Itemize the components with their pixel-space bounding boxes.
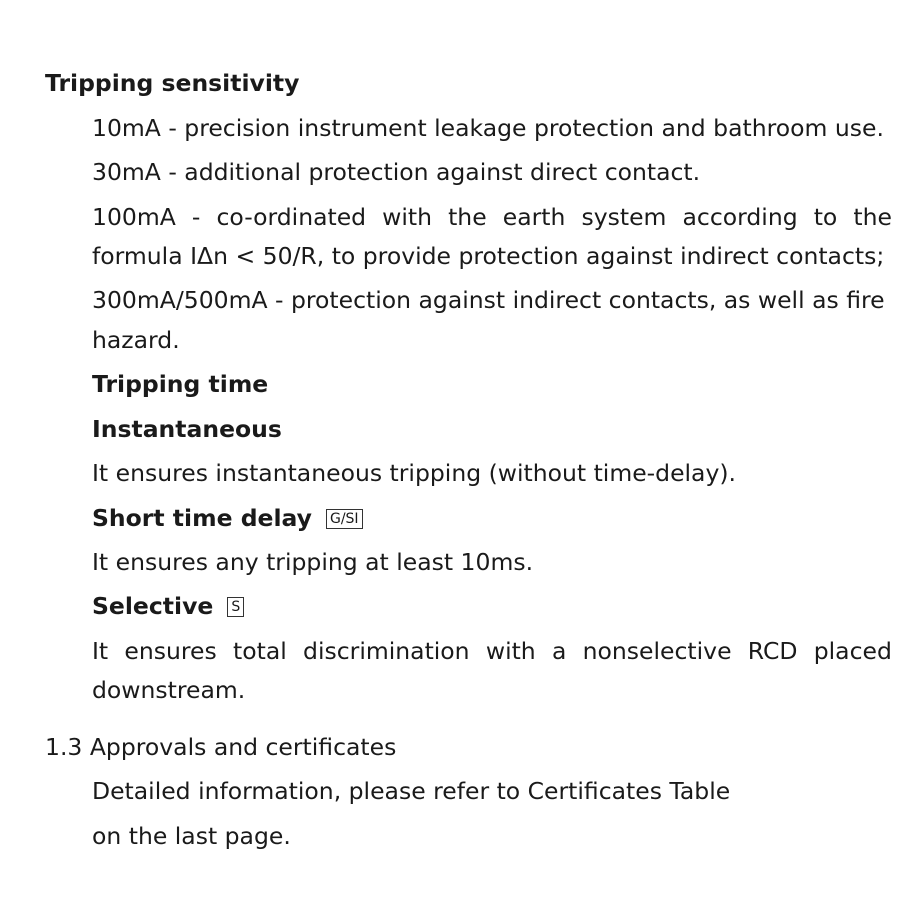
word: - [191,203,201,231]
word: placed [813,637,892,665]
heading-short-time-delay [92,503,363,533]
word: to [813,203,838,231]
short-delay-badge: G/SI [326,509,363,529]
heading-tripping-sensitivity: Tripping sensitivity [45,69,300,97]
word: total [233,637,287,665]
sensitivity-10ma: 10mA - precision instrument leakage protection and bathroom use. [92,114,884,142]
word: RCD [747,637,798,665]
sensitivity-100ma-line1 [92,202,892,232]
word: 100mA [92,203,176,231]
short-delay-description: It ensures any tripping at least 10ms. [92,548,534,576]
approvals-line2: on the last page. [92,822,291,850]
sensitivity-100ma-line2: formula IΔn < 50/R, to provide protection against indirect contacts; [92,242,885,270]
word: nonselective [582,637,732,665]
sensitivity-30ma: 30mA - additional protection against direct contact. [92,158,701,186]
word: co-ordinated [216,203,367,231]
word: the [448,203,487,231]
word: the [853,203,892,231]
sensitivity-300ma-line2: hazard. [92,326,180,354]
word: with [382,203,433,231]
sensitivity-300ma-line1: 300mA/500mA - protection against indirect contacts, as well as fire [92,286,885,314]
selective-badge: S [227,597,244,617]
word: earth [502,203,566,231]
selective-description-line1 [92,636,892,666]
approvals-line1: Detailed information, please refer to Certificates Table [92,777,731,805]
word: It [92,637,109,665]
section-approvals-heading: 1.3 Approvals and certificates [45,733,397,761]
short-delay-label: Short time delay [92,504,312,532]
word: ensures [124,637,217,665]
word: system [581,203,667,231]
instantaneous-description: It ensures instantaneous tripping (without time-delay). [92,459,737,487]
word: with [485,637,536,665]
word: according [682,203,798,231]
word: discrimination [303,637,470,665]
selective-label: Selective [92,592,214,620]
heading-selective [92,591,244,621]
heading-instantaneous: Instantaneous [92,415,282,443]
word: a [551,637,567,665]
selective-description-line2: downstream. [92,676,246,704]
heading-tripping-time: Tripping time [92,370,269,398]
